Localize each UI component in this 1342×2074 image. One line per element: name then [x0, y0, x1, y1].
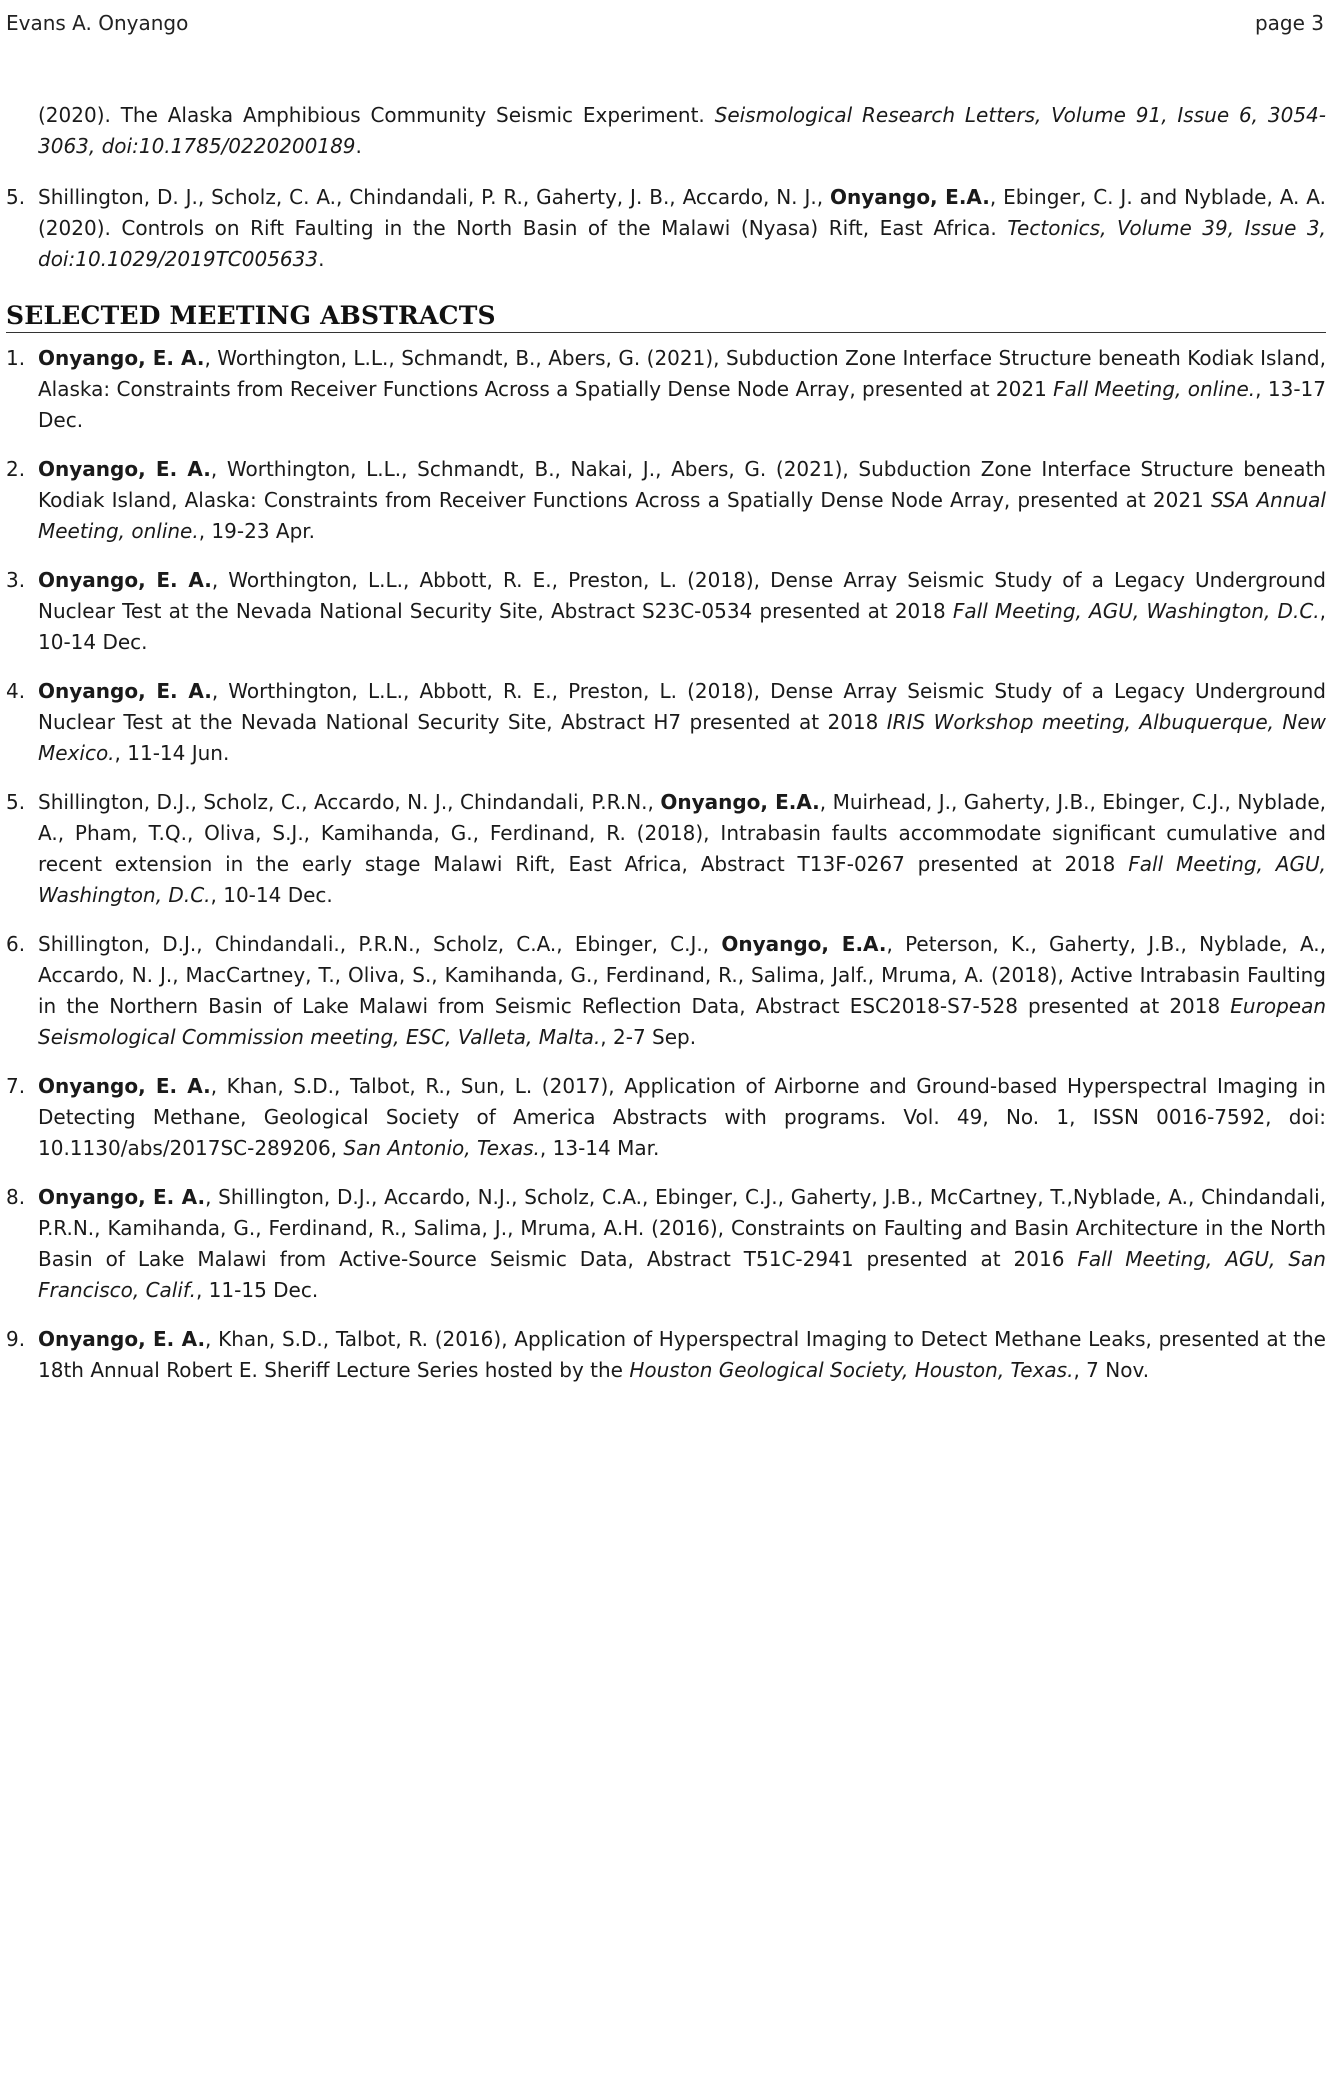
- entry-date: , 2-7 Sep.: [600, 1025, 697, 1049]
- abstract-entry: [6, 929, 1326, 1053]
- entry-text: (2020). The Alaska Amphibious Community Seismic Experiment.: [38, 103, 715, 127]
- entry-number: 2.: [6, 457, 26, 481]
- highlighted-author: Onyango, E.A.: [660, 790, 820, 814]
- publication-entry-5: [6, 182, 1326, 275]
- entry-number: 3.: [6, 568, 26, 592]
- abstract-entry: [6, 565, 1326, 658]
- journal-citation: Tectonics, Volume 39, Issue 3, doi:10.1029/2019TC005633: [38, 216, 1326, 271]
- meeting-name: Fall Meeting, AGU, Washington, D.C.: [952, 599, 1320, 623]
- section-title: SELECTED MEETING ABSTRACTS: [6, 301, 1326, 333]
- page-number: page 3: [1254, 11, 1324, 35]
- meeting-name: IRIS Workshop meeting, Albuquerque, New Mexico.: [38, 710, 1327, 765]
- running-header: [6, 8, 1324, 38]
- entry-number: 1.: [6, 346, 26, 370]
- meeting-name: SSA Annual Meeting, online.: [38, 488, 1326, 543]
- meeting-name: Fall Meeting, AGU, Washington, D.C.: [38, 852, 1326, 907]
- abstract-entry: [6, 1071, 1326, 1164]
- highlighted-author: Onyango, E.A.: [721, 932, 887, 956]
- entry-authors-before: Shillington, D. J., Scholz, C. A., Chindandali, P. R., Gaherty, J. B., Accardo, N. J.,: [38, 185, 830, 209]
- highlighted-author: Onyango, E.A.: [829, 185, 990, 209]
- entry-date: , 7 Nov.: [1073, 1358, 1150, 1382]
- entry-pre: Shillington, D.J., Chindandali., P.R.N., Scholz, C.A., Ebinger, C.J.,: [38, 932, 722, 956]
- abstract-entry: [6, 343, 1326, 436]
- entry-date: , 19-23 Apr.: [198, 519, 316, 543]
- entry-pre: Shillington, D.J., Scholz, C., Accardo, N. J., Chindandali, P.R.N.,: [38, 790, 661, 814]
- publication-entry-4-continued: [6, 100, 1326, 162]
- entry-date: , 11-15 Dec.: [195, 1278, 319, 1302]
- entry-body: , Peterson, K., Gaherty, J.B., Nyblade, A., Accardo, N. J., MacCartney, T., Oliva, S., Kamihanda, G., Ferdinand, R., Salima, Jalf., Mruma, A. (2018), Active Intrabasin Faulting in the Northern Basin of Lake Malawi from Seismic Reflection Data, Abstract ESC2018-S7-528 presented at 2018: [38, 932, 1327, 1018]
- meeting-name: European Seismological Commission meeting, ESC, Valleta, Malta.: [38, 994, 1326, 1049]
- entry-number: 9.: [6, 1327, 26, 1351]
- entry-date: , 11-14 Jun.: [114, 741, 230, 765]
- highlighted-author: Onyango, E. A.: [38, 568, 212, 592]
- highlighted-author: Onyango, E. A.: [38, 1074, 211, 1098]
- entry-number: 8.: [6, 1185, 26, 1209]
- highlighted-author: Onyango, E. A.: [38, 346, 205, 370]
- entry-number: 5.: [6, 185, 26, 209]
- meeting-name: Houston Geological Society, Houston, Texas.: [629, 1358, 1074, 1382]
- abstract-entry: [6, 676, 1326, 769]
- entry-number: 4.: [6, 679, 26, 703]
- entry-date: , 10-14 Dec.: [38, 599, 1326, 654]
- entry-body: , Khan, S.D., Talbot, R. (2016), Application of Hyperspectral Imaging to Detect Methane Leaks, presented at the 18th Annual Robert E. Sheriff Lecture Series hosted by the: [38, 1327, 1326, 1382]
- entry-date: , 13-14 Mar.: [539, 1136, 660, 1160]
- entry-body: , Worthington, L.L., Schmandt, B., Abers, G. (2021), Subduction Zone Interface Structure beneath Kodiak Island, Alaska: Constraints from Receiver Functions Across a Spatially Dense Node Array, presented at 2021: [38, 346, 1326, 401]
- entry-end: .: [318, 247, 325, 271]
- entry-authors-after: , Ebinger, C. J. and Nyblade, A. A. (2020). Controls on Rift Faulting in the North Basin of the Malawi (Nyasa) Rift, East Africa.: [38, 185, 1326, 240]
- highlighted-author: Onyango, E. A.: [38, 1327, 206, 1351]
- page-content: [6, 100, 1326, 1404]
- entry-body: , Worthington, L.L., Abbott, R. E., Preston, L. (2018), Dense Array Seismic Study of a Legacy Underground Nuclear Test at the Nevada National Security Site, Abstract H7 presented at 2018: [38, 679, 1326, 734]
- entry-body: , Shillington, D.J., Accardo, N.J., Scholz, C.A., Ebinger, C.J., Gaherty, J.B., McCartney, T.,Nyblade, A., Chindandali, P.R.N., Kamihanda, G., Ferdinand, R., Salima, J., Mruma, A.H. (2016), Constraints on Faulting and Basin Architecture in the North Basin of Lake Malawi from Active-Source Seismic Data, Abstract T51C-2941 presented at 2016: [38, 1185, 1326, 1271]
- abstract-entry: [6, 1324, 1326, 1386]
- abstract-entry: [6, 454, 1326, 547]
- entry-body: , Khan, S.D., Talbot, R., Sun, L. (2017), Application of Airborne and Ground-based Hyperspectral Imaging in Detecting Methane, Geological Society of America Abstracts with programs. Vol. 49, No. 1, ISSN 0016-7592, doi: 10.1130/abs/2017SC-289206,: [38, 1074, 1326, 1160]
- abstract-list: [6, 343, 1326, 1386]
- author-name: Evans A. Onyango: [6, 11, 189, 35]
- meeting-name: Fall Meeting, online.: [1053, 377, 1256, 401]
- entry-body: , Muirhead, J., Gaherty, J.B., Ebinger, C.J., Nyblade, A., Pham, T.Q., Oliva, S.J., Kamihanda, G., Ferdinand, R. (2018), Intrabasin faults accommodate significant cumulative and recent extension in the early stage Malawi Rift, East Africa, Abstract T13F-0267 presented at 2018: [38, 790, 1326, 876]
- entry-number: 7.: [6, 1074, 26, 1098]
- entry-number: 5.: [6, 790, 26, 814]
- abstract-entry: [6, 1182, 1326, 1306]
- entry-number: 6.: [6, 932, 26, 956]
- journal-citation: Seismological Research Letters, Volume 91, Issue 6, 3054-3063, doi:10.1785/0220200189: [38, 103, 1326, 158]
- highlighted-author: Onyango, E. A.: [38, 679, 212, 703]
- entry-date: , 13-17 Dec.: [38, 377, 1326, 432]
- abstract-entry: [6, 787, 1326, 911]
- entry-body: , Worthington, L.L., Abbott, R. E., Preston, L. (2018), Dense Array Seismic Study of a Legacy Underground Nuclear Test at the Nevada National Security Site, Abstract S23C-0534 presented at 2018: [38, 568, 1326, 623]
- highlighted-author: Onyango, E. A.: [38, 1185, 206, 1209]
- meeting-name: Fall Meeting, AGU, San Francisco, Calif.: [38, 1247, 1326, 1302]
- meeting-name: San Antonio, Texas.: [343, 1136, 540, 1160]
- entry-body: , Worthington, L.L., Schmandt, B., Nakai, J., Abers, G. (2021), Subduction Zone Interface Structure beneath Kodiak Island, Alaska: Constraints from Receiver Functions Across a Spatially Dense Node Array, presented at 2021: [38, 457, 1326, 512]
- entry-date: , 10-14 Dec.: [210, 883, 333, 907]
- highlighted-author: Onyango, E. A.: [38, 457, 211, 481]
- entry-end: .: [355, 134, 362, 158]
